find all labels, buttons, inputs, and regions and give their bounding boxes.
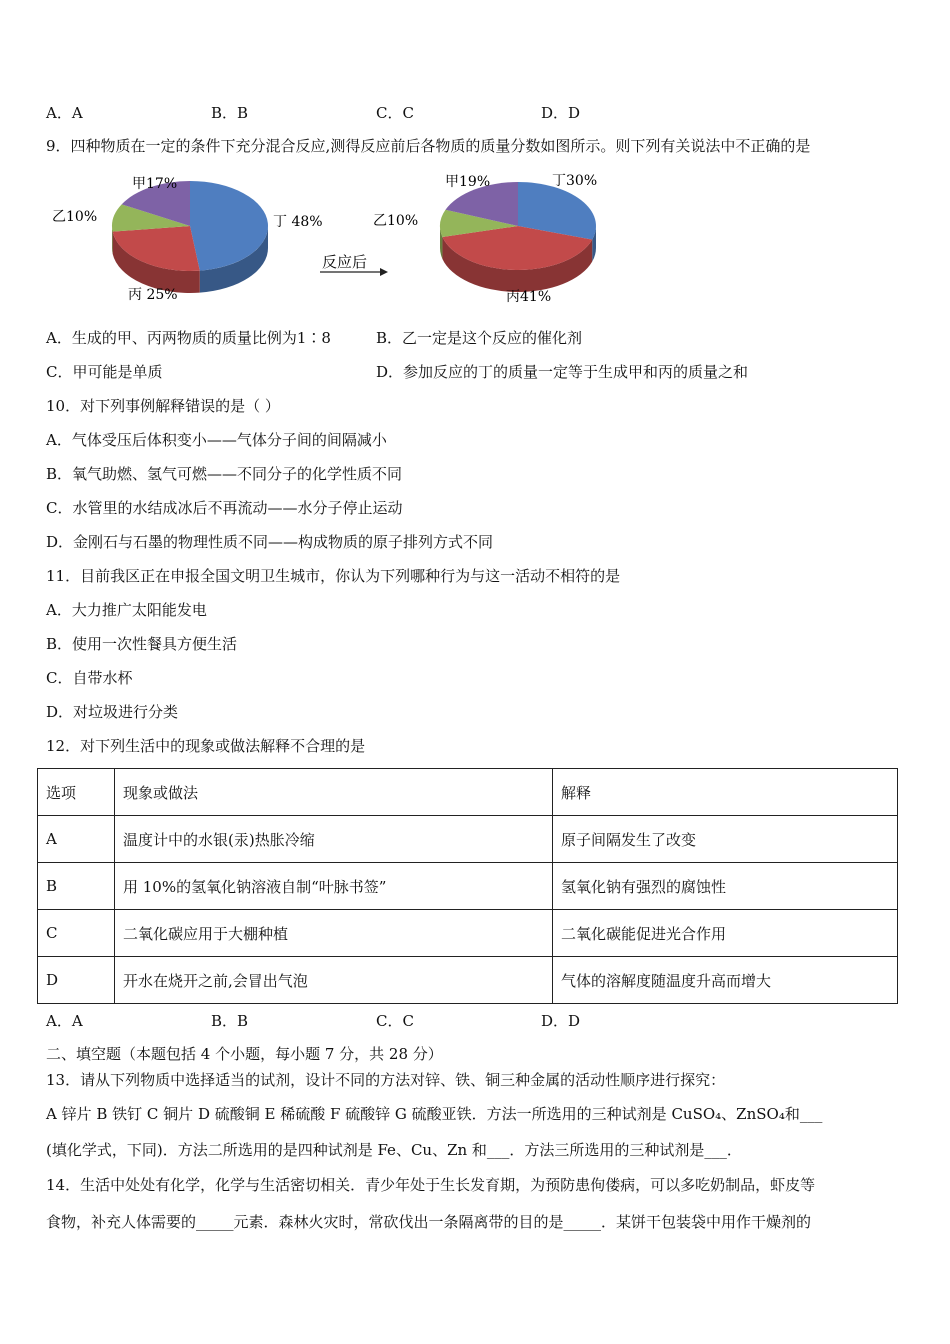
pie2-label-bing: 丙41%	[506, 289, 552, 305]
row-a-explanation: 原子间隔发生了改变	[553, 816, 898, 863]
q8-options	[46, 102, 666, 122]
q13-line3: (填化学式，下同)．方法二所选用的是四种试剂是 Fe、Cu、Zn 和___．方法三所选用的三种试剂是___．	[46, 1141, 742, 1159]
table-row	[38, 910, 898, 957]
q8-option-b: B．B	[211, 104, 249, 122]
q8-option-d: D．D	[541, 104, 581, 122]
pie1-label-jia: 甲17%	[132, 176, 178, 192]
q14-line2: 食物，补充人体需要的_____元素．森林火灾时，常砍伐出一条隔离带的目的是_____．某饼干包装袋中用作干燥剂的	[46, 1213, 812, 1231]
q13-stem: 13．请从下列物质中选择适当的试剂，设计不同的方法对锌、铁、铜三种金属的活动性顺序进行探究：	[46, 1071, 726, 1089]
arrow-head	[380, 268, 388, 276]
q10-option-a: A．气体受压后体积变小——气体分子间的间隔减小	[46, 431, 387, 449]
q10-option-c: C．水管里的水结成冰后不再流动——水分子停止运动	[46, 499, 403, 517]
pie2-label-jia: 甲19%	[445, 174, 491, 190]
header-option: 选项	[38, 769, 115, 816]
q10-option-d: D．金刚石与石墨的物理性质不同——构成物质的原子排列方式不同	[46, 533, 494, 551]
row-c-explanation: 二氧化碳能促进光合作用	[553, 910, 898, 957]
q8-option-c: C．C	[376, 104, 414, 122]
pie-before	[112, 181, 268, 293]
row-b-option: B	[38, 863, 115, 910]
q11-option-a: A．大力推广太阳能发电	[46, 601, 207, 619]
row-b-phenomenon: 用 10%的氢氧化钠溶液自制“叶脉书签”	[115, 863, 553, 910]
q12-options	[46, 1010, 666, 1030]
pie-after	[440, 182, 596, 292]
table-row	[38, 957, 898, 1004]
q9-pie-figure	[40, 165, 640, 315]
row-b-explanation: 氢氧化钠有强烈的腐蚀性	[553, 863, 898, 910]
row-a-option: A	[38, 816, 115, 863]
pie2-label-yi: 乙10%	[373, 213, 419, 229]
row-d-phenomenon: 开水在烧开之前,会冒出气泡	[115, 957, 553, 1004]
pie2-label-ding: 丁30%	[552, 173, 598, 189]
table-row	[38, 863, 898, 910]
header-explanation: 解释	[553, 769, 898, 816]
q8-option-a: A．A	[46, 104, 83, 122]
row-d-option: D	[38, 957, 115, 1004]
row-d-explanation: 气体的溶解度随温度升高而增大	[553, 957, 898, 1004]
table-header-row	[38, 769, 898, 816]
arrow-label: 反应后	[322, 253, 368, 271]
q12-stem: 12．对下列生活中的现象或做法解释不合理的是	[46, 737, 366, 755]
q11-option-c: C．自带水杯	[46, 669, 133, 687]
table-row	[38, 816, 898, 863]
row-c-phenomenon: 二氧化碳应用于大棚种植	[115, 910, 553, 957]
q10-stem: 10．对下列事例解释错误的是（ ）	[46, 397, 280, 415]
pie1-label-ding: 丁 48%	[273, 214, 323, 230]
row-a-phenomenon: 温度计中的水银(汞)热胀冷缩	[115, 816, 553, 863]
q11-option-b: B．使用一次性餐具方便生活	[46, 635, 238, 653]
q12-option-c: C．C	[376, 1012, 414, 1030]
pie1-label-bing: 丙 25%	[128, 287, 178, 303]
q12-table	[37, 768, 898, 1004]
section-heading: 二、填空题（本题包括 4 个小题，每小题 7 分，共 28 分）	[46, 1045, 443, 1063]
q9-option-d: D．参加反应的丁的质量一定等于生成甲和丙的质量之和	[376, 363, 749, 381]
q11-stem: 11．目前我区正在申报全国文明卫生城市，你认为下列哪种行为与这一活动不相符的是	[46, 567, 621, 585]
q9-option-b: B．乙一定是这个反应的催化剂	[376, 329, 583, 347]
q11-option-d: D．对垃圾进行分类	[46, 703, 179, 721]
q10-option-b: B．氧气助燃、氢气可燃——不同分子的化学性质不同	[46, 465, 403, 483]
q13-line2: A 锌片 B 铁钉 C 铜片 D 硫酸铜 E 稀硫酸 F 硫酸锌 G 硫酸亚铁．方法一所选用的三种试剂是 CuSO₄、ZnSO₄和___	[46, 1105, 823, 1123]
q12-option-d: D．D	[541, 1012, 581, 1030]
q9-option-c: C．甲可能是单质	[46, 363, 163, 381]
pie1-label-yi: 乙10%	[52, 209, 98, 225]
q9-option-a: A．生成的甲、丙两物质的质量比例为1∶8	[46, 329, 331, 347]
q14-line1: 14．生活中处处有化学，化学与生活密切相关．青少年处于生长发育期，为预防患佝偻病，可以多吃奶制品，虾皮等	[46, 1176, 816, 1194]
q12-option-b: B．B	[211, 1012, 249, 1030]
header-phenomenon: 现象或做法	[115, 769, 553, 816]
q12-option-a: A．A	[46, 1012, 83, 1030]
row-c-option: C	[38, 910, 115, 957]
q9-stem: 9．四种物质在一定的条件下充分混合反应,测得反应前后各物质的质量分数如图所示。则下列有关说法中不正确的是	[46, 137, 811, 155]
